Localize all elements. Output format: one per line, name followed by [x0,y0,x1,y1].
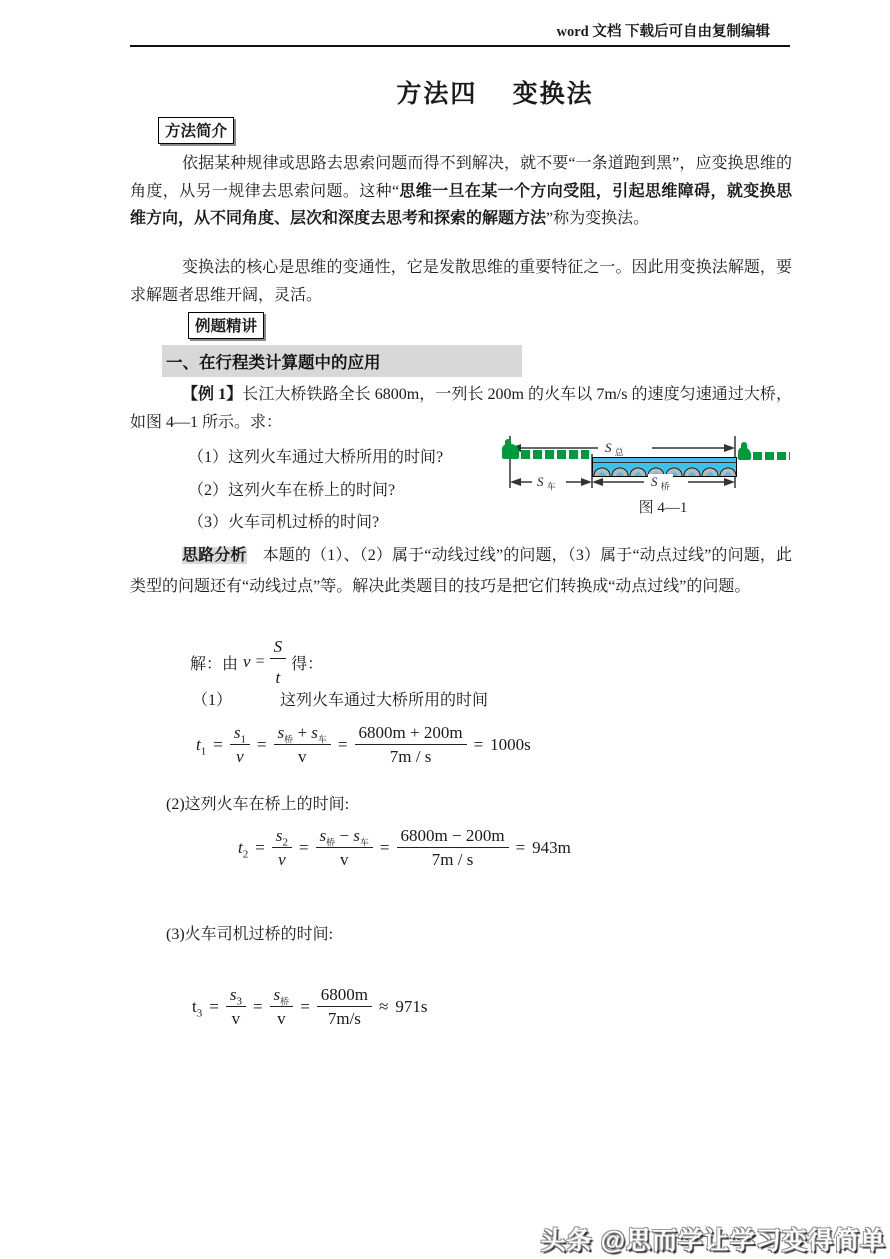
equals-sign: = [256,734,267,754]
train-right-icon [738,441,790,460]
train-engine [738,447,751,460]
header-rule [130,45,790,47]
figure-caption: 图 4—1 [620,496,706,517]
solve-suffix: 得： [291,655,324,673]
analysis-text: 本题的（1）、（2）属于“动线过线”的问题，（3）属于“动点过线”的问题，此类型的问题还有“动线过点”等。解决此类题目的技巧是把它们转换成“动点过线”的问题。 [130,547,792,595]
frac-numeric [397,825,509,871]
numeric-numerator: 6800m [317,984,372,1007]
den-v: v [339,850,349,870]
den-v: v [297,747,307,767]
header-note: word 文档 下载后可自由复制编辑 [556,24,770,40]
numeric-numerator: 6800m + 200m [355,722,467,745]
example1-question-3: （3）火车司机过桥的时间? [188,514,380,531]
s-train-sub: 车 [546,481,556,492]
step1-text: 这列火车通过大桥所用的时间 [280,692,489,709]
train-cars [521,450,589,459]
frac-s2-v [272,825,292,871]
equals-sign: = [255,653,265,671]
examples-box: 例题精讲 [188,312,264,339]
t1-sub: 1 [200,745,207,758]
numeric-denominator: 7m / s [389,747,432,767]
s-bridge-var: s [273,985,281,1004]
den-v: v [231,1009,241,1029]
step1-line [192,687,488,710]
section1-heading: 一、在行程类计算题中的应用 [162,345,522,377]
analysis-label: 思路分析 [182,547,247,564]
equals-sign: = [337,734,348,754]
result-value: 971s [395,996,428,1016]
formula-t2 [238,825,571,871]
label-s-train [534,474,559,490]
method-intro-box: 方法简介 [158,117,234,144]
equals-sign: = [515,837,526,857]
step1-number: （1） [192,692,233,709]
result-value: 943m [532,837,571,857]
intro-p1-normal-a: 依据某种规律或思路去思索问题而得不到解决，就不要“一条道跑到黑”，应变换思维的角度，从另一规律去思索问题。这种“ [130,155,792,200]
t1-var: t [196,734,201,754]
frac-numeric [355,722,467,768]
frac-s1-v [230,722,250,768]
s-symbol: S [537,474,544,489]
step2-line: (2)这列火车在桥上的时间: [166,796,350,813]
s-train-sub: 车 [359,837,369,848]
equals-sign: = [300,996,310,1016]
frac-numeric [317,984,372,1030]
numeric-denominator: 7m / s [431,850,474,870]
equals-sign: = [379,837,390,857]
s1-sub: 1 [240,733,246,746]
label-s-total [602,440,627,456]
s-bridge-sub: 桥 [280,996,290,1007]
intro-p1-bold: 思维一旦在某一个方向受阻，引起思维障碍，就变换思维方向，从不同角度、层次和深度去思考和探索的解题方法 [130,182,792,227]
frac-sbridge-v [270,984,294,1030]
s3-sub: 3 [236,995,242,1008]
s-bridge-sub: 桥 [284,734,294,745]
frac-sbridge-plus-strain [274,722,331,768]
t2-var: t [238,837,243,857]
train-engine [502,444,519,459]
fraction-s-over-t [270,636,287,689]
equals-sign: = [209,996,219,1016]
plus-sign: + [297,723,308,742]
den-v: v [277,1009,286,1029]
frac-sbridge-minus-strain [316,825,373,871]
analysis-paragraph [130,540,792,602]
s3-var: s [229,985,237,1004]
example1-tag: 【例 1】 [182,386,243,403]
example1-question-1: （1）这列火车通过大桥所用的时间? [188,449,444,466]
frac-s3-v [226,984,246,1030]
s-train-var: s [311,723,318,742]
equals-sign: = [298,837,309,857]
frac-num-S: S [270,636,287,659]
s-bridge-var: s [277,723,285,742]
s2-var: s [275,826,283,845]
s-bridge-sub: 桥 [326,837,336,848]
formula-t1 [196,722,531,768]
frac-den-t: t [275,668,281,688]
example1-text: 长江大桥铁路全长 6800m，一列长 200m 的火车以 7m/s 的速度匀速通过大桥，如图 4—1 所示。求： [130,386,792,431]
train-left-icon [502,437,589,459]
s-bridge-sub: 桥 [660,481,670,492]
formula-t3 [192,984,427,1030]
label-s-bridge [648,474,673,490]
equals-sign: = [255,837,265,857]
t2-sub: 2 [242,848,249,861]
train-cars [753,452,790,460]
page-title: 方法四 变换法 [396,81,594,108]
equals-sign: = [252,996,263,1016]
den-v: v [278,850,286,870]
s2-sub: 2 [282,836,288,849]
s1-var: s [233,723,241,742]
numeric-denominator: 7m/s [327,1009,361,1029]
s-train-sub: 车 [317,734,327,745]
den-v: v [236,747,244,767]
t3-var: t [192,996,197,1016]
s-symbol: S [605,440,612,455]
figure-4-1 [502,428,790,520]
approx-sign: ≈ [379,996,389,1016]
example1-question-2: （2）这列火车在桥上的时间? [188,482,396,499]
intro-paragraph-1 [130,150,792,233]
s-total-sub: 总 [614,447,624,458]
s-train-var: s [353,826,360,845]
numeric-numerator: 6800m − 200m [397,825,509,848]
step3-line: (3)火车司机过桥的时间: [166,926,334,943]
watermark: 头条 @思而学让学习变得简单 [540,1227,886,1255]
t3-sub: 3 [196,1007,203,1020]
equals-sign: = [213,734,223,754]
solve-line [190,636,323,689]
intro-p1-normal-c: ”称为变换法。 [546,210,650,227]
var-v: v [243,652,251,672]
s-bridge-var: s [319,826,327,845]
equals-sign: = [473,734,484,754]
result-value: 1000s [490,734,531,754]
solve-prefix: 解：由 [190,655,239,673]
intro-paragraph-2: 变换法的核心是思维的变通性，它是发散思维的重要特征之一。因此用变换法解题，要求解题者思维开阔，灵活。 [130,259,792,304]
minus-sign: − [339,826,350,845]
s-symbol: S [651,474,658,489]
